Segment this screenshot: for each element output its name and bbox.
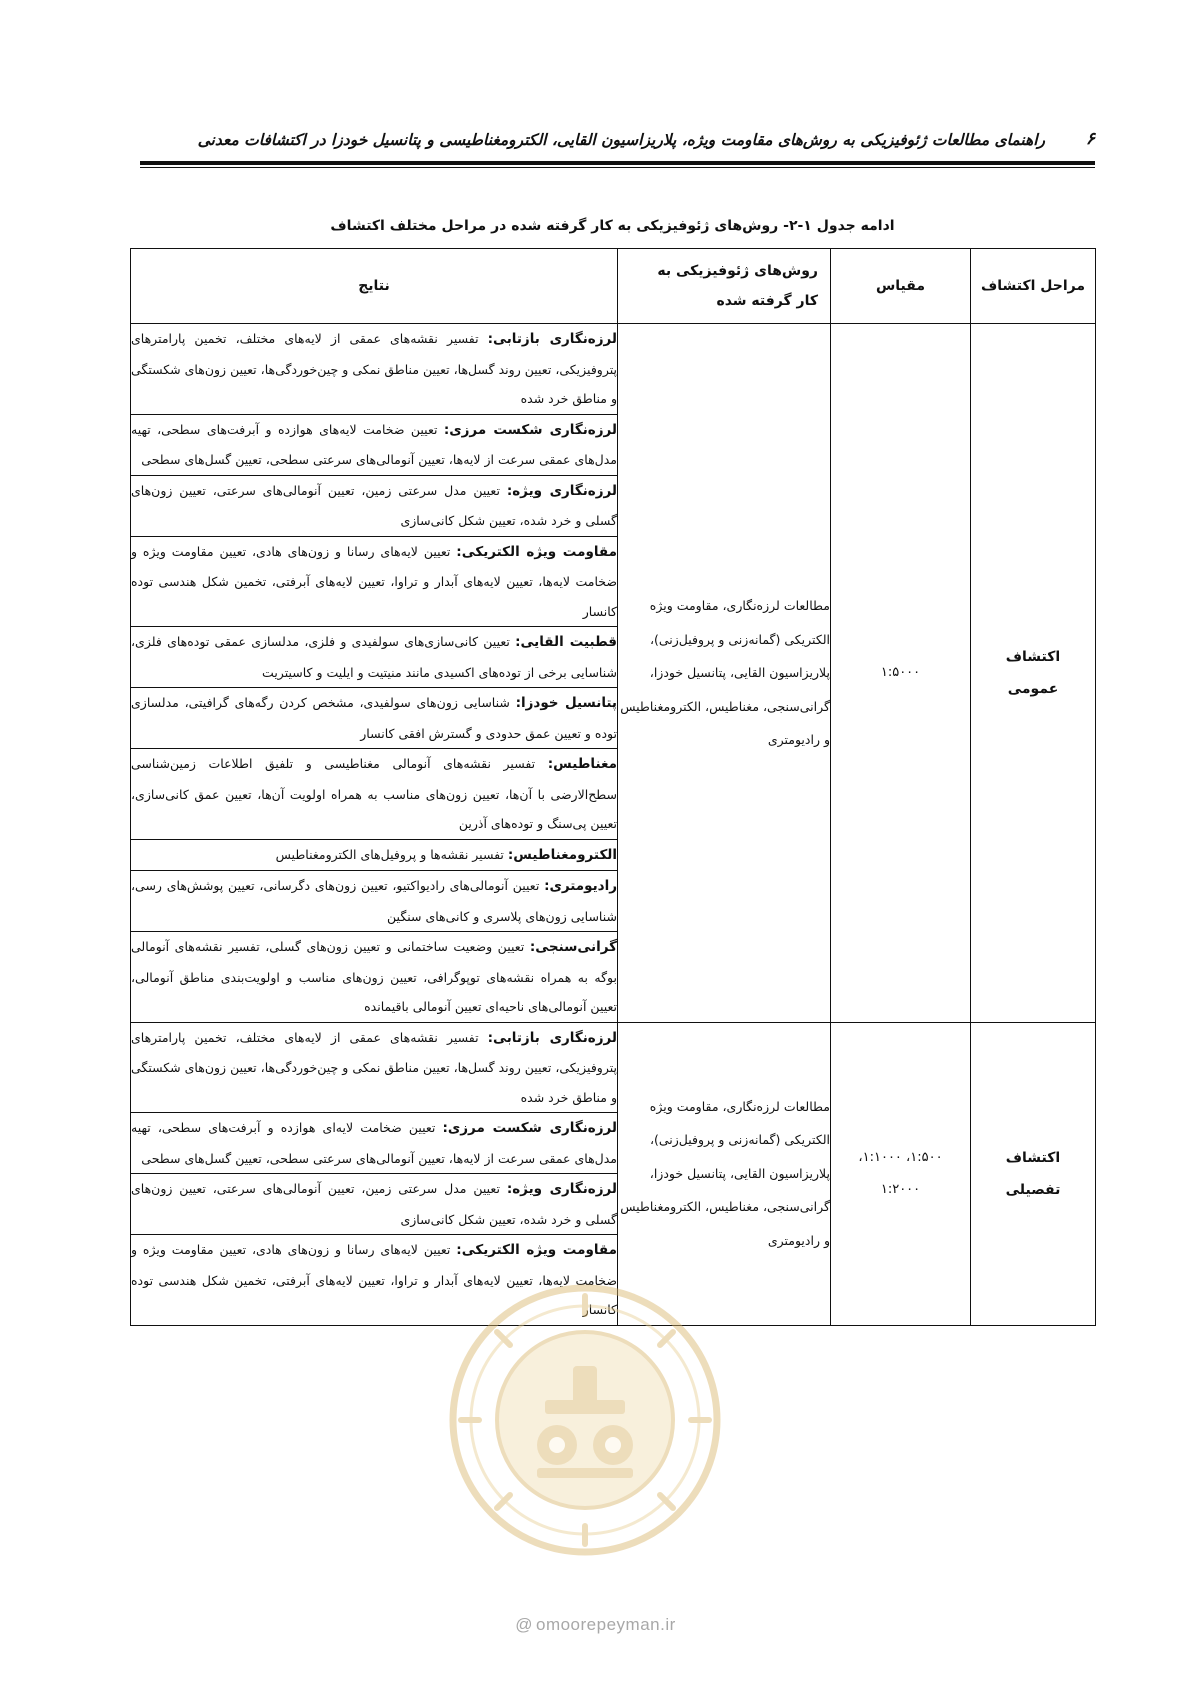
page-number: ۶: [1085, 129, 1095, 149]
methods-cell: مطالعات لرزه‌نگاری، مقاومت ویژه الکتریکی (گمانه‌زنی و پروفیل‌زنی)، پلاریزاسیون القایی، پتانسیل خودزا، گرانی‌سنجی، مغناطیس، الکترومغناطیس و رادیومتری: [618, 1022, 831, 1325]
result-method-title: مغناطیس:: [547, 756, 617, 772]
result-description: تفسیر نقشه‌ها و پروفیل‌های الکترومغناطیس: [275, 846, 508, 862]
scale-cell: [831, 324, 971, 1023]
result-description: تعیین لایه‌های رسانا و زون‌های هادی، تعیین مقاومت ویژه و ضخامت لایه‌ها، تعیین لایه‌های آبدار و تراوا، تعیین لایه‌های آبرفتی، تخمین شکل هندسی توده کانسار: [131, 1242, 617, 1317]
header-method: [618, 249, 831, 324]
result-cell: [131, 1113, 618, 1174]
result-cell: [131, 324, 618, 415]
result-method-title: لرزه‌نگاری بازتابی:: [487, 331, 617, 347]
result-method-title: الکترومغناطیس:: [507, 846, 617, 863]
header-method-line2: کار گرفته شده: [716, 293, 818, 309]
result-method-title: قطبیت القایی:: [515, 634, 617, 650]
result-method-title: گرانی‌سنجی:: [529, 939, 617, 955]
table-row: [131, 1022, 1096, 1113]
table-row: [131, 324, 1096, 415]
header-method-line1: روش‌های ژئوفیزیکی به: [657, 263, 818, 279]
result-method-title: مقاومت ویژه الکتریکی:: [456, 1242, 617, 1258]
result-method-title: لرزه‌نگاری ویژه:: [506, 482, 617, 499]
result-cell: [131, 839, 618, 871]
stage-label-line1: اکتشاف: [1005, 648, 1061, 665]
result-method-title: لرزه‌نگاری بازتابی:: [487, 1029, 617, 1046]
scale-value-line2: ۱:۲۰۰۰: [880, 1181, 921, 1197]
result-cell: [131, 414, 618, 475]
scale-value-line1: ۱:۵۰۰۰: [880, 664, 921, 680]
table-caption: ادامه جدول ۱-۲- روش‌های ژئوفیزیکی به کار گرفته شده در مراحل مختلف اکتشاف: [330, 218, 895, 234]
result-cell: [131, 688, 618, 749]
methods-cell: مطالعات لرزه‌نگاری، مقاومت ویژه الکتریکی (گمانه‌زنی و پروفیل‌زنی)، پلاریزاسیون القایی، پتانسیل خودزا، گرانی‌سنجی، مغناطیس، الکترومغناطیس و رادیومتری: [618, 324, 831, 1023]
result-description: تفسیر نقشه‌های عمقی از لایه‌های مختلف، تخمین پارامترهای پتروفیزیکی، تعیین روند گسل‌ها، تعیین مناطق نمکی و چین‌خوردگی‌ها، تعیین زون‌های شکستگی و مناطق خرد شده: [131, 1029, 617, 1105]
at-icon: @: [515, 1615, 533, 1634]
stage-label-line1: اکتشاف: [1005, 1149, 1061, 1166]
result-description: تعیین مدل سرعتی زمین، تعیین آنومالی‌های سرعتی، تعیین زون‌های گسلی و خرد شده، تعیین شکل کانی‌سازی: [131, 1181, 617, 1227]
site-url-text: omoorepeyman.ir: [535, 1615, 676, 1634]
stage-cell: [971, 324, 1096, 1023]
result-method-title: لرزه‌نگاری شکست مرزی:: [442, 1120, 618, 1136]
result-description: تعیین ضخامت لایه‌های هوازده و آبرفت‌های سطحی، تهیه مدل‌های عمقی سرعت از لایه‌ها، تعیین آنومالی‌های سرعتی سطحی، تعیین گسل‌های سطحی: [131, 421, 617, 467]
result-cell: [131, 749, 618, 840]
result-description: تعیین کانی‌سازی‌های سولفیدی و فلزی، مدلسازی عمقی توده‌های فلزی، شناسایی برخی از توده‌های اکسیدی مانند منیتیت و ایلیت و کاسیتریت: [131, 634, 617, 680]
header-results: نتایج: [131, 249, 618, 324]
result-description: تعیین مدل سرعتی زمین، تعیین آنومالی‌های سرعتی، تعیین زون‌های گسلی و خرد شده، تعیین شکل کانی‌سازی: [131, 482, 617, 528]
result-cell: [131, 1235, 618, 1326]
result-description: تفسیر نقشه‌های عمقی از لایه‌های مختلف، تخمین پارامترهای پتروفیزیکی، تعیین روند گسل‌ها، تعیین مناطق نمکی و چین‌خوردگی‌ها، تعیین زون‌های شکستگی و مناطق خرد شده: [131, 331, 617, 406]
header-stage: مراحل اکتشاف: [971, 249, 1096, 324]
result-description: تفسیر نقشه‌های آنومالی مغناطیسی و تلفیق اطلاعات زمین‌شناسی سطح‌الارضی با آن‌ها، تعیین زون‌های مناسب به همراه اولویت آن‌ها، تعیین عمق کانی‌سازی، تعیین پی‌سنگ و توده‌های آذرین: [131, 756, 617, 831]
stage-label-line2: عمومی: [1007, 680, 1059, 697]
result-description: تعیین آنومالی‌های رادیواکتیو، تعیین زون‌های دگرسانی، تعیین پوشش‌های رسی، شناسایی زون‌های پلاسری و کانی‌های سنگین: [131, 878, 617, 924]
result-cell: [131, 1174, 618, 1235]
result-method-title: پتانسیل خودزا:: [515, 695, 617, 711]
result-description: شناسایی زون‌های سولفیدی، مشخص کردن رگه‌های گرافیتی، مدلسازی توده و تعیین عمق حدودی و گسترش افقی کانسار: [131, 695, 617, 741]
result-cell: [131, 475, 618, 536]
header-rule: [140, 161, 1095, 165]
result-cell: [131, 627, 618, 688]
result-cell: [131, 536, 618, 627]
result-description: تعیین ضخامت لایه‌ای هوازده و آبرفت‌های سطحی، تهیه مدل‌های عمقی سرعت از لایه‌ها، تعیین آنومالی‌های سرعتی سطحی، تعیین گسل‌های سطحی: [131, 1120, 617, 1166]
stage-cell: [971, 1022, 1096, 1325]
table-body: [131, 324, 1096, 1326]
watermark-site-url: [0, 1615, 1191, 1635]
stage-label-line2: تفصیلی: [1005, 1181, 1061, 1198]
result-cell: [131, 932, 618, 1023]
scale-cell: [831, 1022, 971, 1325]
scale-value-line1: ۱:۵۰۰، ۱:۱۰۰۰،: [858, 1149, 943, 1165]
geophysics-methods-table: [130, 248, 1096, 1326]
result-method-title: لرزه‌نگاری ویژه:: [506, 1181, 617, 1197]
page-header: [140, 125, 1095, 159]
table-header-row: [131, 249, 1096, 324]
result-description: تعیین وضعیت ساختمانی و تعیین زون‌های گسلی، تفسیر نقشه‌های آنومالی بوگه به همراه نقشه‌های توپوگرافی، تعیین زون‌های مناسب و اولویت‌بندی مناطق آنومالی، تعیین آنومالی‌های ناحیه‌ای تعیین آنومالی باقیمانده: [131, 939, 617, 1014]
result-method-title: لرزه‌نگاری شکست مرزی:: [443, 421, 617, 438]
running-title: راهنمای مطالعات ژئوفیزیکی به روش‌های مقاومت ویژه، پلاریزاسیون القایی، الکترومغناطیسی و پتانسیل خودزا در اکتشافات معدنی: [197, 131, 1045, 149]
header-rule-thin: [140, 167, 1095, 168]
result-description: تعیین لایه‌های رسانا و زون‌های هادی، تعیین مقاومت ویژه و ضخامت لایه‌ها، تعیین لایه‌های آبدار و تراوا، تعیین لایه‌های آبرفتی، تخمین شکل هندسی توده کانسار: [131, 543, 617, 619]
result-cell: [131, 1022, 618, 1113]
header-scale: مقیاس: [831, 249, 971, 324]
result-cell: [131, 871, 618, 932]
result-method-title: مقاومت ویژه الکتریکی:: [456, 543, 617, 560]
result-method-title: رادیومتری:: [544, 878, 617, 894]
